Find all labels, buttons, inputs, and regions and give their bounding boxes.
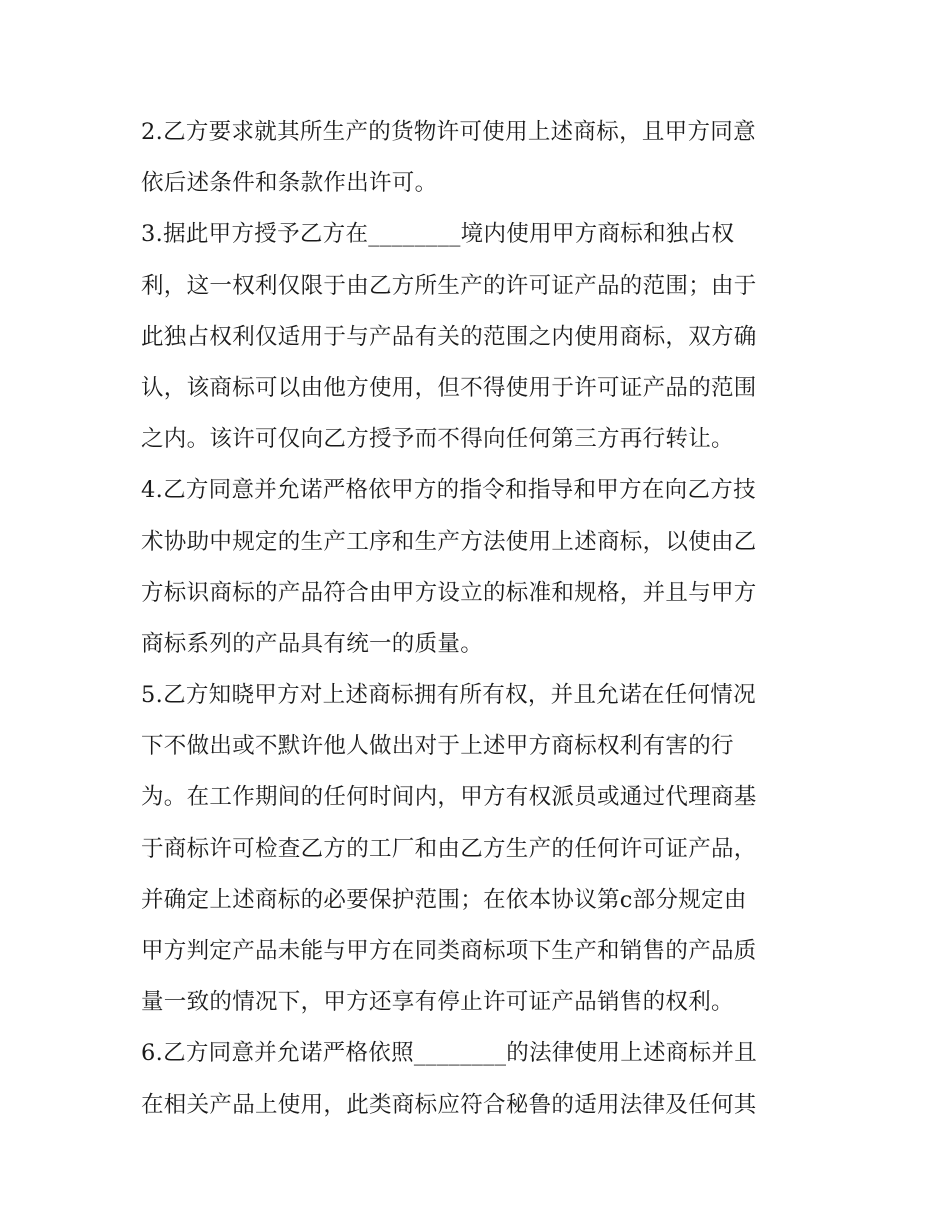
text-line-20: 在相关产品上使用，此类商标应符合秘鲁的适用法律及任何其 <box>141 1091 757 1118</box>
text-line-9: 术协助中规定的生产工序和生产方法使用上述商标，以使由乙 <box>141 528 757 555</box>
text-line-4: 利，这一权利仅限于由乙方所生产的许可证产品的范围；由于 <box>141 272 757 299</box>
text-line-11: 商标系列的产品具有统一的质量。 <box>141 630 484 657</box>
text-line-15: 于商标许可检查乙方的工厂和由乙方生产的任何许可证产品， <box>141 835 757 862</box>
text-line-1: 2.乙方要求就其所生产的货物许可使用上述商标，且甲方同意 <box>141 119 756 145</box>
text-line-18: 量一致的情况下，甲方还享有停止许可证产品销售的权利。 <box>141 989 734 1016</box>
text-line-16: 并确定上述商标的必要保护范围；在依本协议第c部分规定由 <box>141 886 747 913</box>
text-line-10: 方标识商标的产品符合由甲方设立的标准和规格，并且与甲方 <box>141 579 757 606</box>
text-line-13: 下不做出或不默许他人做出对于上述甲方商标权利有害的行 <box>141 733 734 760</box>
text-line-6: 认，该商标可以由他方使用，但不得使用于许可证产品的范围 <box>141 374 757 401</box>
text-line-8: 4.乙方同意并允诺严格依甲方的指令和指导和甲方在向乙方技 <box>141 477 756 504</box>
text-line-7: 之内。该许可仅向乙方授予而不得向任何第三方再行转让。 <box>141 426 734 453</box>
text-line-5: 此独占权利仅适用于与产品有关的范围之内使用商标，双方确 <box>141 323 757 350</box>
text-line-17: 甲方判定产品未能与甲方在同类商标项下生产和销售的产品质 <box>141 938 757 964</box>
text-line-12: 5.乙方知晓甲方对上述商标拥有所有权，并且允诺在任何情况 <box>141 682 756 709</box>
text-line-2: 依后述条件和条款作出许可。 <box>141 170 438 197</box>
text-line-14: 为。在工作期间的任何时间内，甲方有权派员或通过代理商基 <box>141 784 757 811</box>
contract-body-text <box>141 107 821 1131</box>
text-line-19: 6.乙方同意并允诺严格依照________的法律使用上述商标并且 <box>141 1040 758 1067</box>
text-line-3: 3.据此甲方授予乙方在________境内使用甲方商标和独占权 <box>141 221 735 248</box>
